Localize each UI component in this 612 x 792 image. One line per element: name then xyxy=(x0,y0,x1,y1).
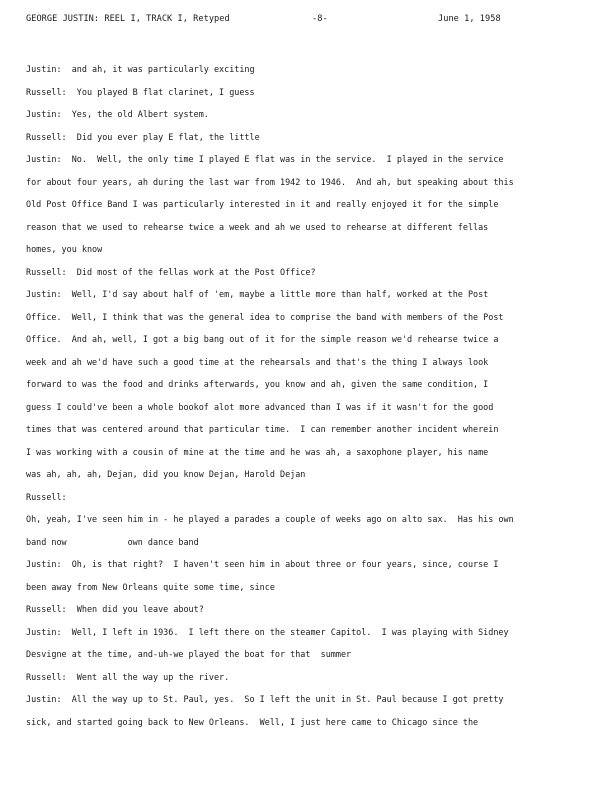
transcript-line: been away from New Orleans quite some time, since xyxy=(26,581,275,592)
transcript-line: Russell: xyxy=(26,491,67,502)
header-date: June 1, 1958 xyxy=(438,14,501,24)
transcript-line: reason that we used to rehearse twice a week and ah we used to rehearse at different fellas xyxy=(26,221,489,232)
transcript-line: week and ah we'd have such a good time at the rehearsals and that's the thing I always look xyxy=(26,356,489,367)
transcript-line: Justin: and ah, it was particularly exciting xyxy=(26,64,255,74)
transcript-line: Justin: Well, I'd say about half of 'em, maybe a little more than half, worked at the Post xyxy=(26,289,489,299)
header-title: GEORGE JUSTIN: REEL I, TRACK I, Retyped xyxy=(26,14,230,24)
transcript-line: forward to was the food and drinks afterwards, you know and ah, given the same condition, I xyxy=(26,379,489,389)
transcript-line: Desvigne at the time, and-uh-we played the boat for that summer xyxy=(26,649,352,659)
transcript-line: Office. Well, I think that was the general idea to comprise the band with members of the Post xyxy=(26,311,504,322)
transcript-line: Oh, yeah, I've seen him in - he played a parades a couple of weeks ago on alto sax. Has his own xyxy=(26,514,514,524)
transcript-line: Justin: No. Well, the only time I played E flat was in the service. I played in the service xyxy=(26,154,504,164)
transcript-body xyxy=(26,62,591,737)
transcript-line: Old Post Office Band I was particularly interested in it and really enjoyed it for the simple xyxy=(26,199,499,209)
transcript-line: Russell: Went all the way up the river. xyxy=(26,671,230,682)
page-header xyxy=(26,14,586,28)
transcript-line: homes, you know xyxy=(26,244,103,254)
transcript-line: Justin: Well, I left in 1936. I left there on the steamer Capitol. I was playing with Sidney xyxy=(26,626,509,637)
transcript-line: Russell: You played B flat clarinet, I guess xyxy=(26,86,255,97)
transcript-line: Russell: Did you ever play E flat, the little xyxy=(26,131,260,142)
page-number: -8- xyxy=(312,14,328,24)
transcript-line: guess I could've been a whole bookof alot more advanced than I was if it wasn't for the good xyxy=(26,401,494,412)
transcript-line: Russell: Did most of the fellas work at the Post Office? xyxy=(26,266,316,277)
transcript-line: times that was centered around that particular time. I can remember another incident wherein xyxy=(26,424,499,434)
transcript-line: band now own dance band xyxy=(26,536,199,547)
transcript-line: Justin: Oh, is that right? I haven't seen him in about three or four years, since, course I xyxy=(26,559,499,569)
transcript-line: for about four years, ah during the last war from 1942 to 1946. And ah, but speaking about this xyxy=(26,176,514,187)
transcript-line: Justin: All the way up to St. Paul, yes. So I left the unit in St. Paul because I got pretty xyxy=(26,694,504,704)
transcript-line: Office. And ah, well, I got a big bang out of it for the simple reason we'd rehearse twice a xyxy=(26,334,499,344)
transcript-line: sick, and started going back to New Orleans. Well, I just here came to Chicago since the xyxy=(26,716,479,727)
transcript-line: was ah, ah, ah, Dejan, did you know Dejan, Harold Dejan xyxy=(26,469,306,479)
transcript-line: I was working with a cousin of mine at the time and he was ah, a saxophone player, his name xyxy=(26,446,489,457)
transcript-line: Justin: Yes, the old Albert system. xyxy=(26,109,209,119)
transcript-line: Russell: When did you leave about? xyxy=(26,604,204,614)
